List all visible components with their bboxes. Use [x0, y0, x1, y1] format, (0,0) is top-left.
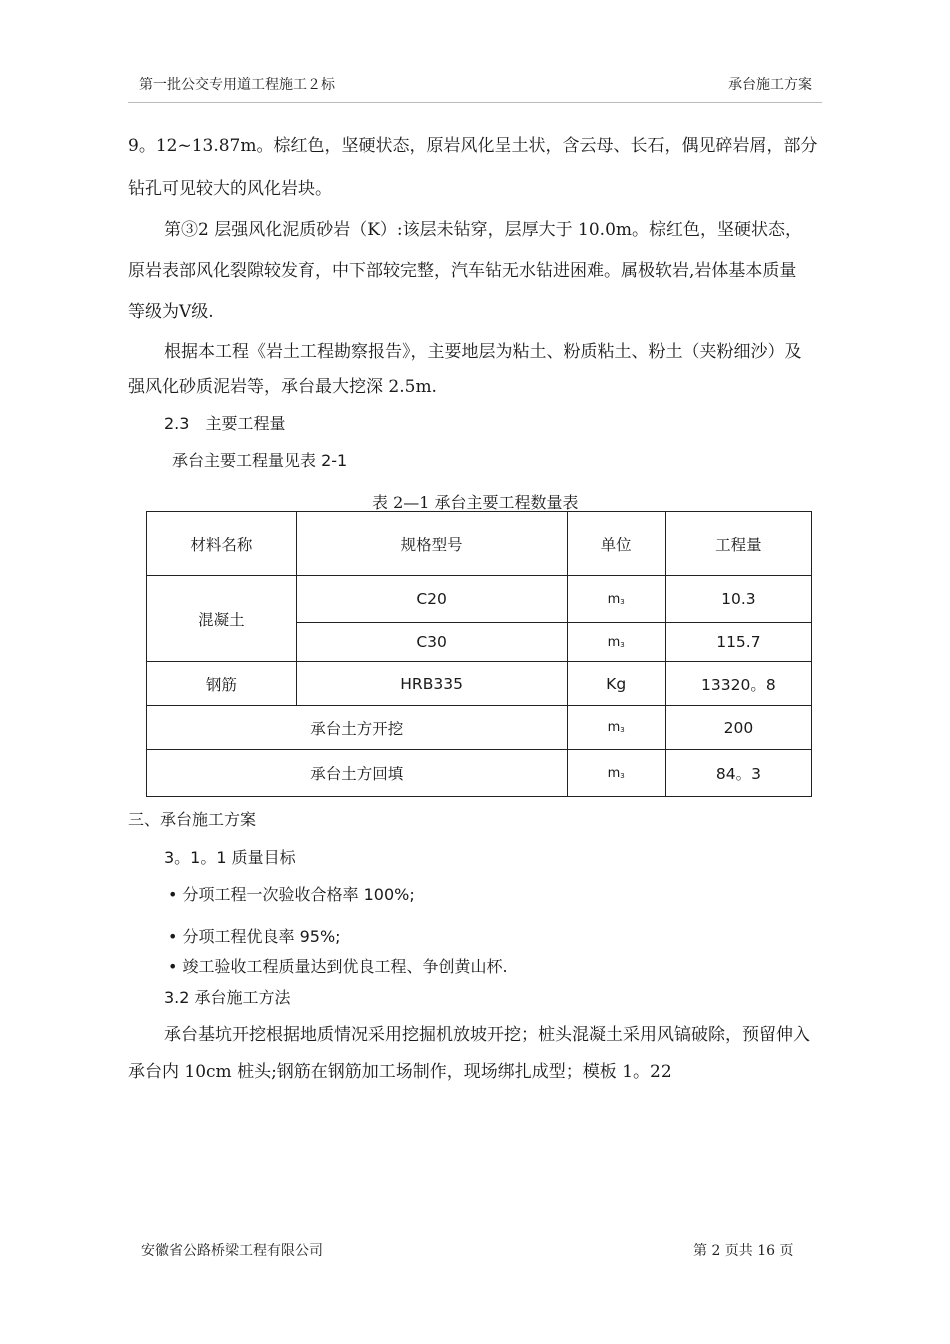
quantity-cell: 84。3 — [665, 750, 811, 797]
paragraph-3-line-1: 根据本工程《岩土工程勘察报告》，主要地层为粘土、粉质粘土、粉土（夹粉细沙）及 — [164, 342, 802, 362]
backfill-name-cell: 承台土方回填 — [147, 750, 568, 797]
spec-cell: HRB335 — [296, 662, 567, 706]
paragraph-1-line-2: 钻孔可见较大的风化岩块。 — [128, 179, 332, 199]
header-spec: 规格型号 — [296, 512, 567, 576]
unit-cell: $m_3$ — [567, 576, 665, 623]
quantity-cell: 13320。8 — [665, 662, 811, 706]
quantity-cell: 115.7 — [665, 623, 811, 662]
header-material: 材料名称 — [147, 512, 297, 576]
unit-cell: Kg — [567, 662, 665, 706]
paragraph-1-line-1: 9。12~13.87m。棕红色，坚硬状态，原岩风化呈土状，含云母、长石，偶见碎岩屑，部分 — [128, 136, 818, 156]
quantity-table — [146, 511, 812, 797]
steel-name-cell: 钢筋 — [147, 662, 297, 706]
table-caption: 表 2—1 承台主要工程数量表 — [372, 493, 579, 512]
bullet-item: • 分项工程一次验收合格率 100%; — [168, 885, 415, 904]
header-unit: 单位 — [567, 512, 665, 576]
footer-company: 安徽省公路桥梁工程有限公司 — [141, 1243, 323, 1259]
bullet-item: • 竣工验收工程质量达到优良工程、争创黄山杯. — [168, 957, 508, 976]
paragraph-2-line-3: 等级为Ⅴ级. — [128, 302, 214, 322]
footer-page-number: 第 2 页共 16 页 — [693, 1243, 794, 1259]
table-row — [147, 576, 812, 623]
section-3-title: 三、承台施工方案 — [128, 810, 257, 829]
unit-cell: $m_3$ — [567, 706, 665, 750]
section-3-2-heading: 3.2 承台施工方法 — [164, 988, 291, 1007]
paragraph-2-line-2: 原岩表部风化裂隙较发育，中下部较完整，汽车钻无水钻进困难。属极软岩,岩体基本质量 — [128, 261, 797, 281]
unit-cell: $m_3$ — [567, 623, 665, 662]
concrete-name-cell: 混凝土 — [147, 576, 297, 662]
table-row — [147, 706, 812, 750]
paragraph-2-line-1: 第③2 层强风化泥质砂岩（K）:该层未钻穿，层厚大于 10.0m。棕红色，坚硬状态， — [164, 220, 803, 240]
bullet-item: • 分项工程优良率 95%; — [168, 927, 341, 946]
section-3-2-line-1: 承台基坑开挖根据地质情况采用挖掘机放坡开挖；桩头混凝土采用风镐破除，预留伸入 — [164, 1025, 810, 1045]
spec-cell: C20 — [296, 576, 567, 623]
table-row — [147, 662, 812, 706]
section-2-3-heading: 2.3 主要工程量 — [164, 414, 286, 433]
header-quantity: 工程量 — [665, 512, 811, 576]
quantity-cell: 10.3 — [665, 576, 811, 623]
section-3-1-heading: 3。1。1 质量目标 — [164, 848, 296, 867]
paragraph-3-line-2: 强风化砂质泥岩等，承台最大挖深 2.5m. — [128, 377, 437, 397]
spec-cell: C30 — [296, 623, 567, 662]
quantity-cell: 200 — [665, 706, 811, 750]
header-right: 承台施工方案 — [728, 77, 812, 93]
section-2-3-text: 承台主要工程量见表 2-1 — [172, 451, 348, 470]
unit-cell: $m_3$ — [567, 750, 665, 797]
header-left: 第一批公交专用道工程施工２标 — [139, 77, 335, 93]
table-header-row — [147, 512, 812, 576]
section-3-2-line-2: 承台内 10cm 桩头;钢筋在钢筋加工场制作，现场绑扎成型；模板 1。22 — [128, 1062, 672, 1082]
excavation-name-cell: 承台土方开挖 — [147, 706, 568, 750]
header-rule — [128, 102, 822, 103]
table-row — [147, 750, 812, 797]
